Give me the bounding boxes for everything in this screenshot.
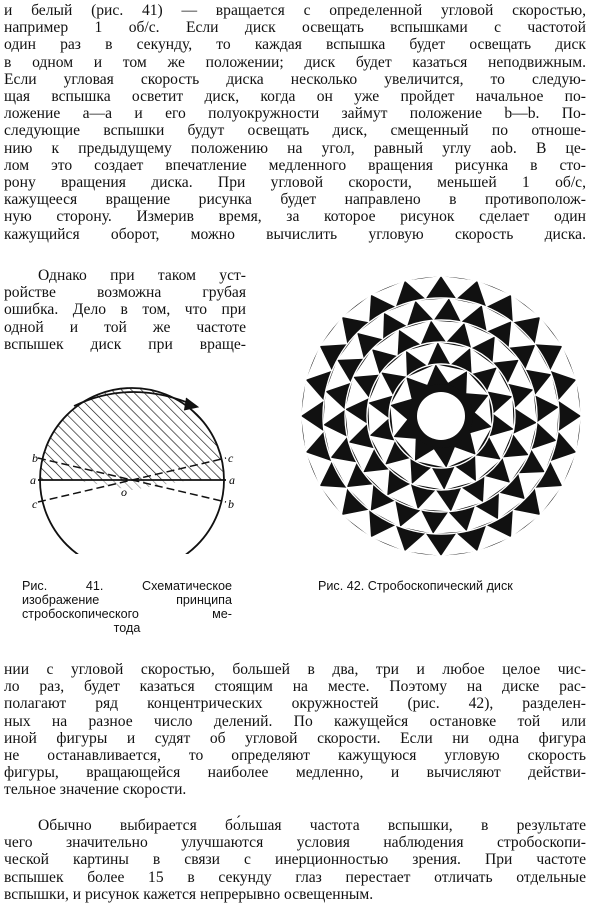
paragraph-4 [4,817,586,903]
label-a-right: a [229,473,235,487]
caption-line: стробоскопического ме- [22,607,232,621]
text-line: не останавливается, то определяют кажущуюся угловую скорость [4,747,586,765]
text-line: Однако при таком уст- [38,267,246,284]
text-line: полагают ряд концентрических окружностей (рис. 42), разделен- [4,695,586,713]
text-line: щая вспышка осветит диск, когда он уже пройдет начальное по- [4,88,586,106]
text-line: ных на разное число делений. По кажущейся остановке той или [4,712,586,730]
label-a-left: a [30,473,36,487]
text-line: Если угловая скорость диска несколько увеличится, то следую- [4,70,586,88]
paragraph-1 [4,2,586,243]
hatched-half-disc [26,384,238,480]
label-o: o [121,485,127,499]
text-line: иной фигуры и судят об угловой скорости. Если ни одна фигура [4,729,586,747]
text-line: ошибка. Дело в том, что при [4,301,246,319]
text-line: Обычно выбирается бо́льшая частота вспышки, в результате [38,817,586,834]
label-b-left: b [32,451,38,465]
figure-42-caption: Рис. 42. Стробоскопический диск [318,579,513,593]
figure-41-caption [22,579,232,635]
caption-line: изображение принципа [22,593,232,607]
text-line: чего значительно улучшаются условия наблюдения стробоскопи- [4,834,586,852]
text-line: ную сторону. Измерив время, за которое рисунок сделает один [4,208,586,226]
text-line: следующие вспышки будут освещать диск, смещенный по отноше- [4,122,586,140]
text-line: в одном и том же положении; диск будет казаться неподвижным. [4,53,586,71]
text-line: вспышки, и рисунок кажется непрерывно освещенным. [4,885,374,903]
disc-center-hole [417,392,465,440]
text-line: нии с угловой скоростью, большей в два, три и любое целое чис- [4,661,586,678]
label-b-right: b [228,497,234,511]
text-line: кажущийся оборот, можно вычислить угловую скорость диска. [4,225,586,243]
text-line: и белый (рис. 41) — вращается с определенной угловой скоростью, [4,2,586,19]
text-line: ческой картины в связи с инерционностью зрения. При частоте [4,851,586,869]
figure-41-stroboscope-schematic [26,384,238,554]
text-line: вспышек диск при враще- [4,335,246,353]
text-line: вспышек более 15 в секунду глаз перестает отличать отдельные [4,868,586,886]
text-line: например 1 об/с. Если диск освещать вспышками с частотой [4,19,586,37]
paragraph-2 [4,267,246,353]
caption-line: Рис. 41. Схематическое [22,579,232,593]
text-line: одной и той же частоте [4,318,246,336]
text-line: кажущееся вращение рисунка будет направлено в противополож- [4,191,586,209]
text-line: ло раз, будет казаться стоящим на месте. Поэтому на диске рас- [4,678,586,696]
caption-line: тода [113,621,141,635]
text-line: лом это создает впечатление медленного вращения рисунка в сто- [4,156,586,174]
label-c-left: c [32,497,38,511]
text-line: один раз в секунду, то каждая вспышка будет освещать диск [4,36,586,54]
text-line: ройстве возможна грубая [4,284,246,302]
text-line: тельное значение скорости. [4,781,187,799]
label-c-right: c [228,451,234,465]
text-line: нию к предыдущему положению на угол, равный углу aob. В це- [4,139,586,157]
paragraph-3 [4,661,586,799]
text-line: ложение a—a и его полуокружности займут положение b—b. По- [4,105,586,123]
text-line: фигуры, вращающейся наиболее медленно, и вычисляют действи- [4,764,586,782]
figure-42-stroboscopic-disc [298,267,584,569]
text-line: рону вращения диска. При угловой скорости, меньшей 1 об/с, [4,174,586,192]
